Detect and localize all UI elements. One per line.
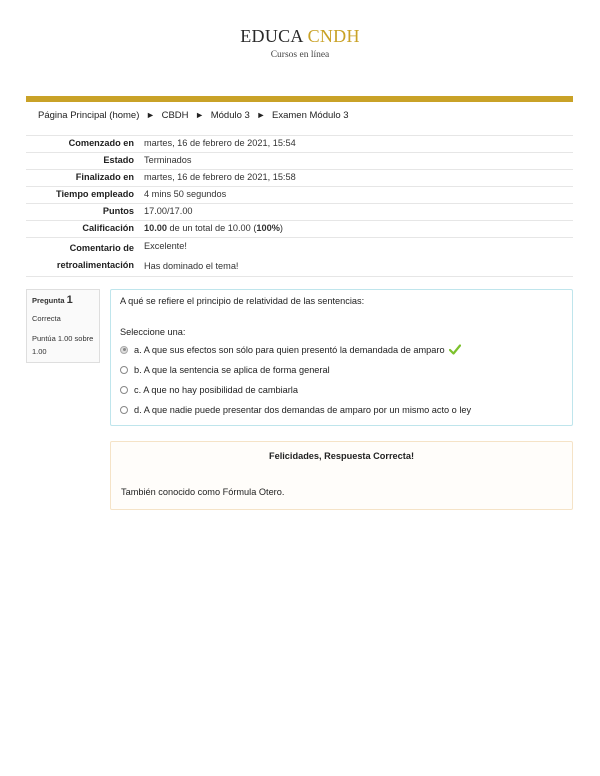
question-number-label: Pregunta xyxy=(32,296,65,305)
summary-label: Comenzado en xyxy=(26,136,140,153)
breadcrumb-module[interactable]: Módulo 3 xyxy=(210,110,250,121)
breadcrumb-exam[interactable]: Examen Módulo 3 xyxy=(272,110,349,121)
summary-label: Estado xyxy=(26,153,140,170)
grade-percent: 100% xyxy=(256,223,280,233)
general-feedback-box xyxy=(110,441,573,510)
question-number-value: 1 xyxy=(66,294,73,306)
summary-row-state xyxy=(26,153,573,170)
summary-value: martes, 16 de febrero de 2021, 15:54 xyxy=(140,136,573,153)
feedback-line1: Excelente! xyxy=(144,241,187,251)
breadcrumb-separator: ► xyxy=(146,110,155,120)
question-content xyxy=(110,289,573,426)
summary-row-feedback xyxy=(26,238,573,277)
summary-row-points xyxy=(26,204,573,221)
site-subtitle: Cursos en línea xyxy=(270,50,330,60)
feedback-label-line2: retroalimentación xyxy=(56,260,134,270)
grade-score: 10.00 xyxy=(144,223,167,233)
answer-option-label: c. A que no hay posibilidad de cambiarla xyxy=(134,384,298,395)
answer-option-label: d. A que nadie puede presentar dos demandas de amparo por un mismo acto o ley xyxy=(134,404,472,415)
summary-label: Finalizado en xyxy=(26,170,140,187)
breadcrumb xyxy=(38,110,349,121)
summary-label: Calificación xyxy=(26,221,140,238)
question-number xyxy=(32,294,94,306)
question-info-box xyxy=(26,289,100,363)
feedback-label-line1: Comentario de xyxy=(69,243,134,253)
breadcrumb-separator: ► xyxy=(195,110,205,120)
answer-options xyxy=(120,343,563,416)
site-title-cndh: CNDH xyxy=(307,26,360,46)
checkmark-icon xyxy=(449,344,461,355)
summary-row-grade xyxy=(26,221,573,238)
answer-option-label: b. A que la sentencia se aplica de forma general xyxy=(134,364,330,375)
breadcrumb-home[interactable]: Página Principal (home) xyxy=(38,110,140,121)
answer-option-label: a. A que sus efectos son sólo para quien presentó la demandada de amparo xyxy=(134,344,445,355)
radio-button[interactable] xyxy=(120,386,128,394)
summary-value xyxy=(140,238,573,277)
summary-row-finished xyxy=(26,170,573,187)
radio-button-selected[interactable] xyxy=(120,346,128,354)
summary-value: martes, 16 de febrero de 2021, 15:58 xyxy=(140,170,573,187)
grade-close: ) xyxy=(279,223,283,233)
summary-label: Tiempo empleado xyxy=(26,187,140,204)
radio-button[interactable] xyxy=(120,406,128,414)
summary-value: 17.00/17.00 xyxy=(140,204,573,221)
question-text: A qué se refiere el principio de relatividad de las sentencias: xyxy=(120,296,365,306)
answer-option-c[interactable] xyxy=(120,383,563,396)
attempt-summary-table xyxy=(26,135,573,277)
question-grade: Puntúa 1.00 sobre 1.00 xyxy=(32,334,94,356)
answer-option-d[interactable] xyxy=(120,403,563,416)
radio-button[interactable] xyxy=(120,366,128,374)
feedback-line2: Has dominado el tema! xyxy=(144,261,239,271)
summary-row-started xyxy=(26,136,573,153)
summary-row-time-taken xyxy=(26,187,573,204)
grade-value xyxy=(140,221,573,238)
site-title-educa: EDUCA xyxy=(240,26,303,46)
answer-option-b[interactable] xyxy=(120,363,563,376)
summary-value: 4 mins 50 segundos xyxy=(140,187,573,204)
site-title[interactable] xyxy=(0,26,600,47)
header-divider xyxy=(26,96,573,102)
answer-prompt: Seleccione una: xyxy=(120,327,186,337)
question-state: Correcta xyxy=(32,314,61,323)
summary-label: Puntos xyxy=(26,204,140,221)
feedback-text: También conocido como Fórmula Otero. xyxy=(121,487,285,497)
summary-value: Terminados xyxy=(140,153,573,170)
grade-total: de un total de 10.00 ( xyxy=(167,223,257,233)
summary-label xyxy=(26,238,140,277)
breadcrumb-separator: ► xyxy=(256,110,266,120)
feedback-title: Felicidades, Respuesta Correcta! xyxy=(268,451,414,461)
breadcrumb-course[interactable]: CBDH xyxy=(161,110,189,121)
answer-option-a[interactable] xyxy=(120,343,563,356)
